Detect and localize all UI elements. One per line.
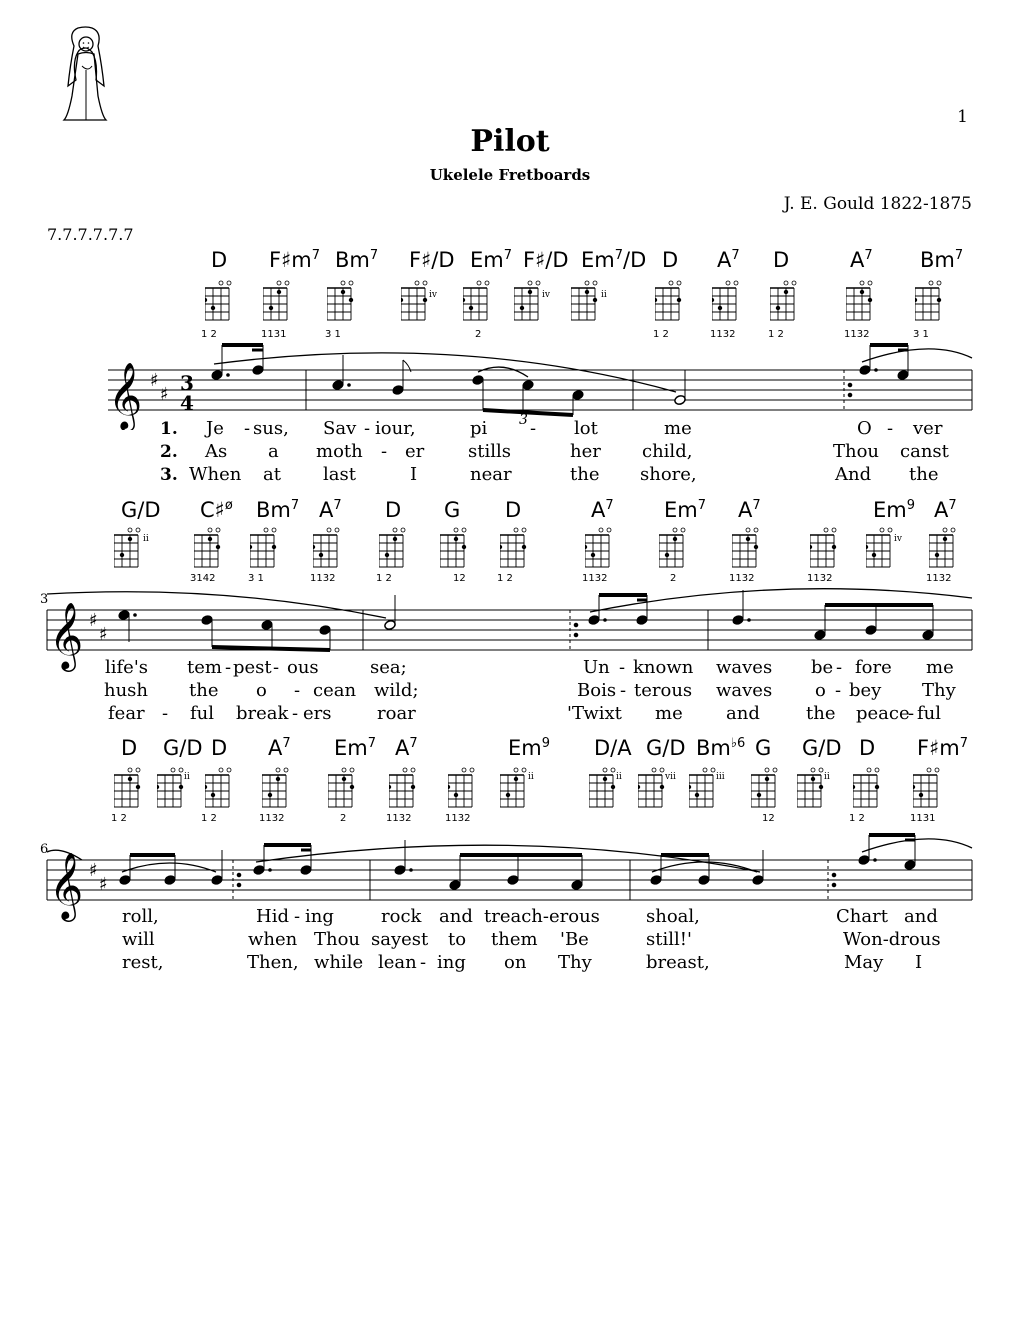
chord-symbol: $F♯m^7$ [269, 248, 320, 272]
ukulele-fretboard-diagram [751, 767, 781, 815]
ukulele-fretboard-diagram [205, 767, 235, 815]
chord-symbol: C♯$^ø$ [200, 498, 233, 522]
finger-numbers: 1132 [807, 573, 833, 584]
finger-numbers: 1132 [844, 329, 870, 340]
finger-numbers: 3 1 [325, 329, 341, 340]
chord-symbol: $Bm^{♭6}$ [696, 736, 746, 760]
chord-symbol: Em$^7$ [664, 498, 707, 522]
fret-position-marker: ii [824, 772, 830, 782]
ukulele-fretboard-diagram [194, 527, 224, 575]
ukulele-fretboard-diagram [689, 767, 719, 815]
finger-numbers: 1 2 [201, 813, 217, 824]
ukulele-fretboard-diagram [659, 527, 689, 575]
finger-numbers: 1 2 [111, 813, 127, 824]
lyric-line-1-3: When at last I near the shore, And the [189, 464, 939, 485]
svg-text:♯: ♯ [89, 610, 98, 631]
chord-symbol: G [755, 736, 772, 760]
svg-text:♯: ♯ [99, 624, 108, 645]
chord-symbol: F♯/D [409, 248, 455, 272]
svg-text:4: 4 [180, 391, 194, 415]
chord-symbol: $A^7$ [395, 736, 418, 760]
chord-symbol: D [211, 736, 228, 760]
finger-numbers: 1131 [261, 329, 287, 340]
ukulele-fretboard-diagram [448, 767, 478, 815]
svg-text:♯: ♯ [89, 860, 98, 881]
finger-numbers: 1 2 [849, 813, 865, 824]
chord-symbol: Em$^7$/D [581, 248, 647, 272]
treble-clef: 𝄞 [108, 361, 143, 429]
svg-text:𝄞: 𝄞 [49, 851, 84, 919]
ukulele-fretboard-diagram [853, 767, 883, 815]
finger-numbers: 1132 [386, 813, 412, 824]
fret-position-marker: iv [894, 534, 902, 544]
ukulele-fretboard-diagram [929, 527, 959, 575]
fret-position-marker: iv [542, 290, 550, 300]
chord-symbol: D [773, 248, 790, 272]
chord-symbol: D [121, 736, 138, 760]
chord-symbol: G/D [121, 498, 161, 522]
fret-position-marker: ii [601, 290, 607, 300]
lyric-line-2-2: hush the o - cean wild; Bois - terous waves o - bey Thy [104, 680, 956, 701]
chord-symbol: Em$^7$ [470, 248, 513, 272]
lyric-line-3-2: will when Thou sayest to them 'Be still!' Won-drous [122, 929, 941, 950]
svg-text:♯: ♯ [99, 874, 108, 895]
svg-text:♯: ♯ [160, 384, 169, 405]
measure-number: 3 [40, 592, 49, 607]
verse-label: 1. [160, 419, 178, 439]
lyric-line-2-3: fear - ful break - ers roar 'Twixt me and the peace - ful [108, 703, 942, 724]
ukulele-fretboard-diagram [732, 527, 762, 575]
staff-1 [0, 340, 1020, 430]
ukulele-fretboard-diagram [913, 767, 943, 815]
ukulele-fretboard-diagram [514, 280, 544, 328]
ukulele-fretboard-diagram [157, 767, 187, 815]
chord-symbol: G/D [646, 736, 686, 760]
ukulele-fretboard-diagram [440, 527, 470, 575]
svg-text:𝄞: 𝄞 [49, 601, 84, 669]
ukulele-fretboard-diagram [250, 527, 280, 575]
song-title: Pilot [470, 124, 550, 159]
ukulele-fretboard-diagram [810, 527, 840, 575]
finger-numbers: 1 2 [653, 329, 669, 340]
finger-numbers: 1 2 [497, 573, 513, 584]
svg-text:3: 3 [519, 412, 528, 428]
ukulele-fretboard-diagram [328, 767, 358, 815]
chord-symbol: G/D [802, 736, 842, 760]
chord-symbol: $A^7$ [591, 498, 614, 522]
chord-symbol: Em$^9$ [873, 498, 916, 522]
ukulele-fretboard-diagram [638, 767, 668, 815]
chord-symbol: D [859, 736, 876, 760]
lyric-line-3-3: rest, Then, while lean - ing on Thy breast, May I [122, 952, 923, 973]
chord-symbol: $A^7$ [268, 736, 291, 760]
ukulele-fretboard-diagram [846, 280, 876, 328]
logo-angel [58, 26, 114, 122]
finger-numbers: 1132 [710, 329, 736, 340]
svg-text:3: 3 [180, 371, 194, 395]
ukulele-fretboard-diagram [500, 767, 530, 815]
finger-numbers: 1132 [729, 573, 755, 584]
chord-symbol: Em$^9$ [508, 736, 551, 760]
ukulele-fretboard-diagram [263, 280, 293, 328]
chord-symbol: Bm$^7$ [920, 248, 964, 272]
finger-numbers: 1132 [926, 573, 952, 584]
fret-position-marker: ii [184, 772, 190, 782]
finger-numbers: 1 2 [201, 329, 217, 340]
fret-position-marker: iii [716, 772, 725, 782]
chord-symbol: D [662, 248, 679, 272]
ukulele-fretboard-diagram [463, 280, 493, 328]
ukulele-fretboard-diagram [313, 527, 343, 575]
ukulele-fretboard-diagram [262, 767, 292, 815]
ukulele-fretboard-diagram [915, 280, 945, 328]
meter: 7.7.7.7.7.7 [47, 225, 134, 244]
finger-numbers: 2 [340, 813, 347, 824]
chord-symbol: Bm$^7$ [335, 248, 379, 272]
svg-text:♯: ♯ [150, 370, 159, 391]
finger-numbers: 1 2 [768, 329, 784, 340]
chord-symbol: D [505, 498, 522, 522]
fret-position-marker: ii [616, 772, 622, 782]
ukulele-fretboard-diagram [770, 280, 800, 328]
chord-symbol: F♯/D [523, 248, 569, 272]
ukulele-fretboard-diagram [589, 767, 619, 815]
chord-symbol: D [211, 248, 228, 272]
lyric-line-3-1: roll, Hid - ing rock and treach-erous shoal, Chart and [122, 906, 938, 927]
ukulele-fretboard-diagram [585, 527, 615, 575]
ukulele-fretboard-diagram [114, 527, 144, 575]
ukulele-fretboard-diagram [205, 280, 235, 328]
verse-label: 3. [160, 465, 178, 485]
finger-numbers: 3142 [190, 573, 216, 584]
ukulele-fretboard-diagram [327, 280, 357, 328]
chord-symbol: Em$^7$ [334, 736, 377, 760]
finger-numbers: 2 [475, 329, 482, 340]
ukulele-fretboard-diagram [866, 527, 896, 575]
finger-numbers: 1132 [582, 573, 608, 584]
chord-symbol: Bm$^7$ [256, 498, 300, 522]
finger-numbers: 12 [762, 813, 775, 824]
ukulele-fretboard-diagram [114, 767, 144, 815]
chord-symbol: $A^7$ [738, 498, 761, 522]
measure-number: 6 [40, 842, 49, 857]
finger-numbers: 3 1 [248, 573, 264, 584]
verse-label: 2. [160, 442, 178, 462]
ukulele-fretboard-diagram [379, 527, 409, 575]
lyric-line-2-1: life's tem - pest - ous sea; Un - known waves be - fore me [105, 657, 954, 678]
ukulele-fretboard-diagram [389, 767, 419, 815]
chord-symbol: $A^7$ [934, 498, 957, 522]
lyric-line-1-1: Je - sus, Sav - iour, pi - lot me O - ver [206, 418, 943, 439]
fret-position-marker: iv [429, 290, 437, 300]
chord-symbol: $A^7$ [717, 248, 740, 272]
ukulele-fretboard-diagram [712, 280, 742, 328]
finger-numbers: 1132 [259, 813, 285, 824]
chord-symbol: D/A [594, 736, 632, 760]
finger-numbers: 1 2 [376, 573, 392, 584]
fret-position-marker: ii [143, 534, 149, 544]
chord-symbol: G [444, 498, 461, 522]
ukulele-fretboard-diagram [401, 280, 431, 328]
lyric-line-1-2: As a moth - er stills her child, Thou canst [205, 441, 949, 462]
ukulele-fretboard-diagram [655, 280, 685, 328]
chord-symbol: $A^7$ [319, 498, 342, 522]
chord-symbol: G/D [163, 736, 203, 760]
fret-position-marker: ii [528, 772, 534, 782]
finger-numbers: 12 [453, 573, 466, 584]
finger-numbers: 1132 [445, 813, 471, 824]
chord-symbol: $A^7$ [850, 248, 873, 272]
page-number: 1 [957, 107, 968, 127]
finger-numbers: 3 1 [913, 329, 929, 340]
ukulele-fretboard-diagram [500, 527, 530, 575]
ukulele-fretboard-diagram [571, 280, 601, 328]
finger-numbers: 1131 [910, 813, 936, 824]
finger-numbers: 2 [670, 573, 677, 584]
fret-position-marker: vii [665, 772, 676, 782]
composer: J. E. Gould 1822-1875 [783, 194, 972, 214]
chord-symbol: $F♯m^7$ [917, 736, 968, 760]
ukulele-fretboard-diagram [797, 767, 827, 815]
chord-symbol: D [385, 498, 402, 522]
song-subtitle: Ukelele Fretboards [429, 166, 591, 184]
finger-numbers: 1132 [310, 573, 336, 584]
